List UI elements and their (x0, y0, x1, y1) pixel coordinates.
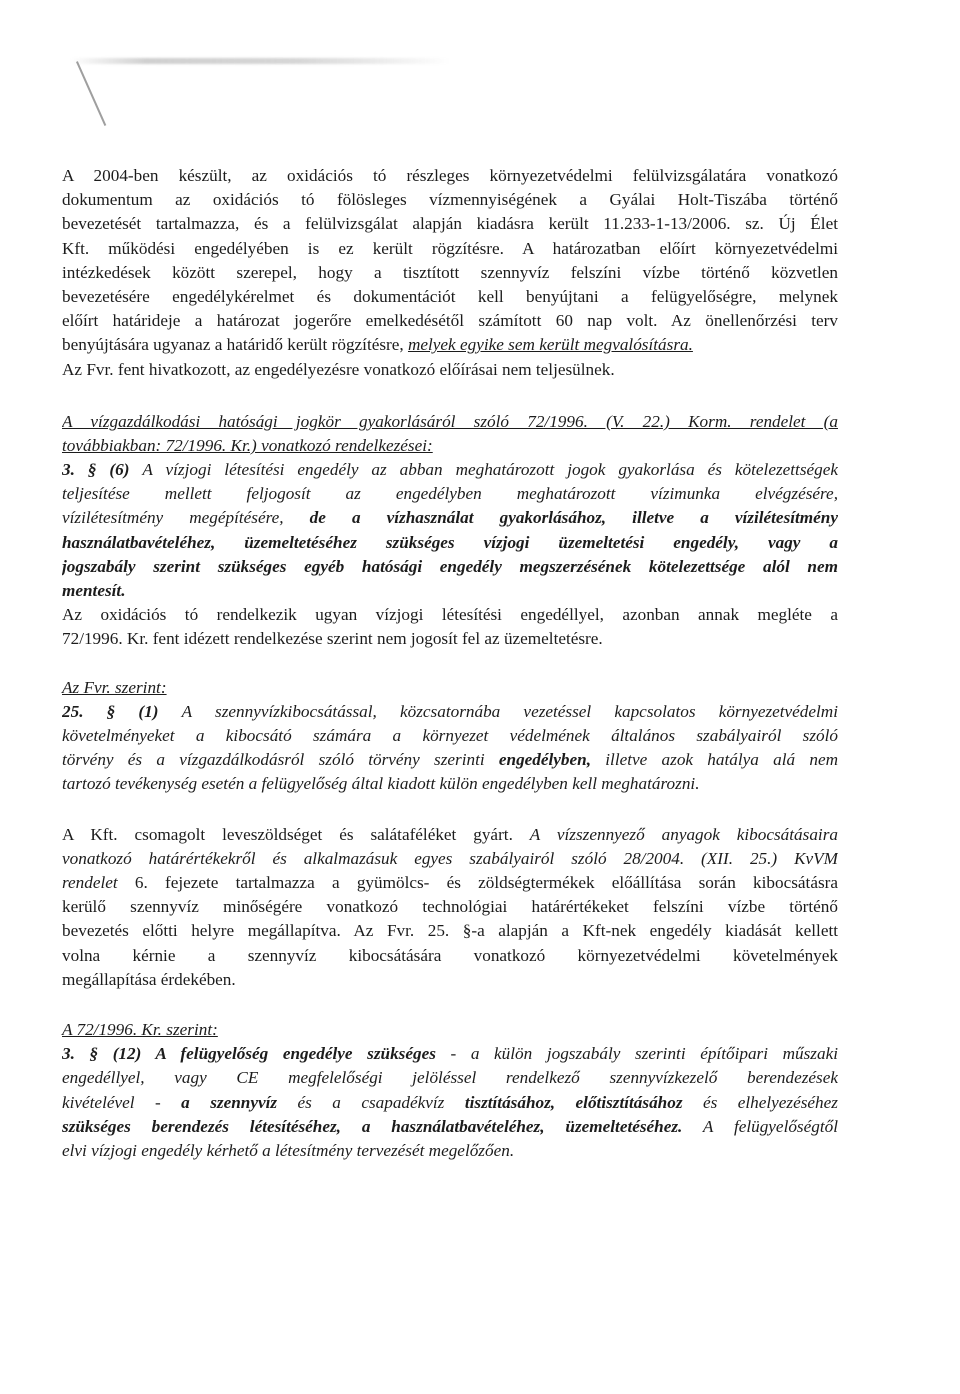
section-heading: A 72/1996. Kr. szerint: (62, 1019, 218, 1039)
text-line: 72/1996. Kr. fent idézett rendelkezése szerint nem jogosít fel az üzemeltetésre. (62, 629, 603, 649)
text-line: bevezetését tartalmazza, és a felülvizsgálat alapján kiadásra került 11.233-1-13/2006. sz. Új Élet (62, 214, 838, 234)
text-line (62, 823, 838, 847)
quote-line (62, 458, 838, 482)
text-span: A vízszennyező anyagok kibocsátásaira (529, 824, 838, 844)
section-heading: Az Fvr. szerint: (62, 677, 167, 697)
quote-line: teljesítése mellett feljogosít az engedélyben meghatározott vízimunka elvégzésére, (62, 484, 838, 504)
text-span: A vízjogi létesítési engedély az abban meghatározott jogok gyakorlása és kötelezettségek (142, 460, 838, 480)
document-page (62, 164, 838, 1163)
quote-line: mentesít. (62, 581, 126, 601)
quote-line (62, 1042, 838, 1066)
quote-line: elvi vízjogi engedély kérhető a létesítmény tervezését megelőzően. (62, 1140, 515, 1160)
text-span: és elhelyezéséhez (682, 1092, 838, 1112)
text-line: bevezetésére engedélykérelmet és dokumentációt kell benyújtani a felügyelőségre, melynek (62, 286, 838, 306)
quote-line: használatbavételéhez, üzemeltetéséhez szükséges vízjogi üzemeltetési engedély, vagy a (62, 532, 838, 552)
text-line: A 2004-ben készült, az oxidációs tó részleges környezetvédelmi felülvizsgálatára vonatkozó (62, 166, 838, 185)
section-heading: A vízgazdálkodási hatósági jogkör gyakorlásáról szóló 72/1996. (V. 22.) Korm. rendelet (a (62, 411, 838, 431)
intro-paragraph (62, 164, 838, 382)
text-span: vízilétesítmény megépítésére, (62, 508, 310, 528)
quote-line: tartozó tevékenység esetén a felügyelőség által kiadott külön engedélyben kell meghatározni. (62, 774, 700, 794)
quote-line: engedéllyel, vagy CE megfelelőségi jelöléssel rendelkező szennyvízkezelő berendezések (62, 1068, 838, 1088)
text-span: A felügyelőségtől (682, 1116, 838, 1136)
section-fvr (62, 676, 838, 797)
quote-line (62, 1091, 838, 1115)
text-span: - a külön jogszabály szerinti építőipari műszaki (435, 1044, 838, 1064)
text-line: dokumentum az oxidációs tó fölösleges vízmennyiségének a Gyálai Holt-Tiszába történő (62, 190, 838, 210)
text-line: Az Fvr. fent hivatkozott, az engedélyezésre vonatkozó előírásai nem teljesülnek. (62, 359, 615, 379)
bold-text-span: engedélyben, (498, 750, 592, 770)
scan-artifact-top (70, 58, 450, 64)
text-span: 6. fejezete tartalmazza a gyümölcs- és zöldségtermékek előállítása során kibocsátásra (117, 872, 838, 892)
text-span: rendelet (62, 872, 118, 892)
paragraph-number: 3. § (12) (62, 1044, 156, 1064)
text-span: A Kft. csomagolt leveszöldséget és salátaféléket gyárt. (62, 824, 530, 844)
quote-line: jogszabály szerint szükséges egyéb hatósági engedély megszerzésének kötelezettsége alól nem (62, 556, 838, 576)
text-line (62, 333, 838, 357)
text-line: előírt határideje a határozat jogerőre emelkedésétől számított 60 nap volt. Az önellenőrzési terv (62, 311, 838, 331)
paragraph-number: 25. § (1) (62, 701, 182, 721)
text-span: és a csapadékvíz (277, 1092, 465, 1112)
bold-text-span: de a vízhasználat gyakorlásához, illetve a vízilétesítmény (309, 508, 838, 528)
quote-line (62, 506, 838, 530)
text-span: illetve azok hatálya alá nem (591, 750, 838, 770)
text-line: bevezetés előtti helyre megállapítva. Az Fvr. 25. §-a alapján a Kft-nek engedély kiadását kellett (62, 921, 838, 941)
text-line: megállapítása érdekében. (62, 969, 236, 989)
quote-line (62, 700, 838, 724)
section-72-1996-supervisory-permit (62, 1018, 838, 1163)
text-line (62, 871, 838, 895)
scan-artifact-slash (76, 61, 106, 126)
text-span: A szennyvízkibocsátással, közcsatornába vezetéssel kapcsolatos környezetvédelmi (181, 701, 838, 721)
text-span: benyújtására ugyanaz a határidő került rögzítésre, (62, 335, 408, 355)
emphasized-finding: melyek egyike sem került megvalósításra. (407, 335, 693, 355)
quote-line: követelményeket a kibocsátó számára a környezet védelmének általános szabályairól szóló (62, 726, 838, 746)
text-line: vonatkozó határértékekről és alkalmazásuk egyes szabályairól szóló 28/2004. (XII. 25.) KvVM (62, 848, 838, 868)
section-heading: továbbiakban: 72/1996. Kr.) vonatkozó rendelkezései: (62, 435, 433, 455)
section-72-1996-regulation (62, 410, 838, 652)
bold-text-span: tisztításához, előtisztításához (464, 1092, 683, 1112)
bold-text-span: szükséges berendezés létesítéséhez, a használatbavételéhez, üzemeltetéséhez. (62, 1116, 683, 1136)
text-line: intézkedések között szerepel, hogy a tisztított szennyvíz felszíni vízbe történő közvetlen (62, 262, 838, 282)
paragraph-number: 3. § (6) (62, 460, 143, 480)
text-line: Kft. működési engedélyében is ez került rögzítésre. A határozatban előírt környezetvédelmi (62, 238, 838, 258)
quote-line (62, 748, 838, 772)
text-span: törvény és a vízgazdálkodásról szóló törvény szerinti (62, 750, 499, 770)
bold-text-span: A felügyelőség engedélye szükséges (155, 1044, 436, 1064)
quote-line (62, 1115, 838, 1139)
bold-text-span: a szennyvíz (181, 1092, 278, 1112)
text-line: kerülő szennyvíz minőségére vonatkozó technológiai határértékeket felszíni vízbe történő (62, 897, 838, 917)
company-paragraph (62, 823, 838, 992)
text-line: volna kérnie a szennyvíz kibocsátására vonatkozó környezetvédelmi követelmények (62, 945, 838, 965)
text-line: Az oxidációs tó rendelkezik ugyan vízjogi létesítési engedéllyel, azonban annak megléte a (62, 605, 838, 625)
text-span: kivételével - (62, 1092, 182, 1112)
